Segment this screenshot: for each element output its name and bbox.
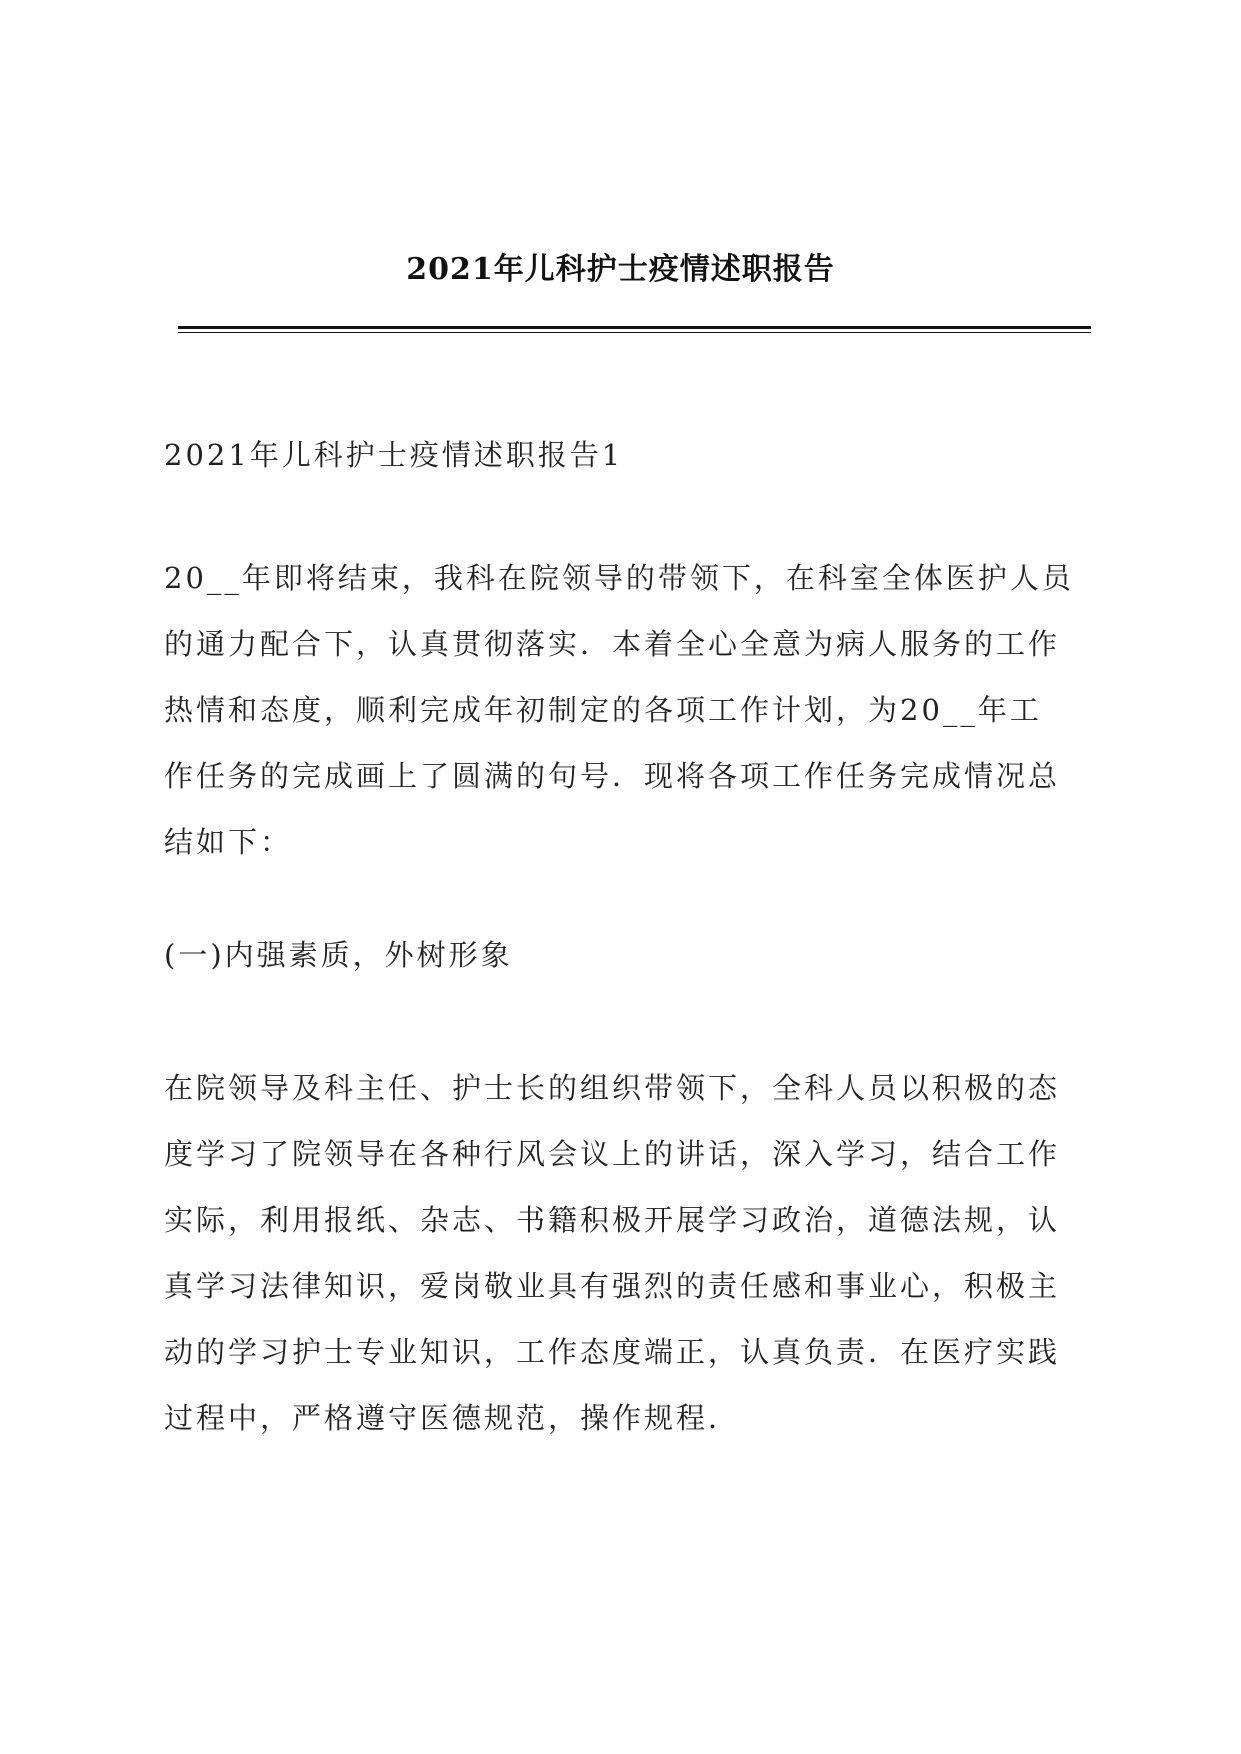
section-paragraph xyxy=(164,1055,1094,1451)
section-heading-text: (一)内强素质，外树形象 xyxy=(164,938,513,972)
paragraph-line: 过程中，严格遵守医德规范，操作规程． xyxy=(164,1401,741,1435)
paragraph-line: 真学习法律知识，爱岗敬业具有强烈的责任感和事业心，积极主 xyxy=(164,1269,1061,1303)
section-heading xyxy=(164,922,1094,988)
paragraph-line: 热情和态度，顺利完成年初制定的各项工作计划，为20__年工 xyxy=(164,693,1042,727)
subtitle-text: 2021年儿科护士疫情述职报告1 xyxy=(164,438,624,472)
paragraph-line: 的通力配合下，认真贯彻落实．本着全心全意为病人服务的工作 xyxy=(164,627,1061,661)
report-subtitle xyxy=(164,422,1094,488)
paragraph-line: 度学习了院领导在各种行风会议上的讲话，深入学习，结合工作 xyxy=(164,1137,1061,1171)
document-title: 2021年儿科护士疫情述职报告 xyxy=(406,252,835,287)
title-rule-thick xyxy=(178,326,1091,329)
paragraph-line: 动的学习护士专业知识，工作态度端正，认真负责．在医疗实践 xyxy=(164,1335,1061,1369)
title-rule-thin xyxy=(178,332,1091,333)
intro-paragraph xyxy=(164,545,1094,875)
paragraph-line: 实际，利用报纸、杂志、书籍积极开展学习政治，道德法规，认 xyxy=(164,1203,1061,1237)
paragraph-line: 在院领导及科主任、护士长的组织带领下，全科人员以积极的态 xyxy=(164,1071,1061,1105)
paragraph-line: 作任务的完成画上了圆满的句号．现将各项工作任务完成情况总 xyxy=(164,759,1061,793)
paragraph-line: 结如下： xyxy=(164,825,293,859)
paragraph-line: 20__年即将结束，我科在院领导的带领下，在科室全体医护人员 xyxy=(164,561,1074,595)
